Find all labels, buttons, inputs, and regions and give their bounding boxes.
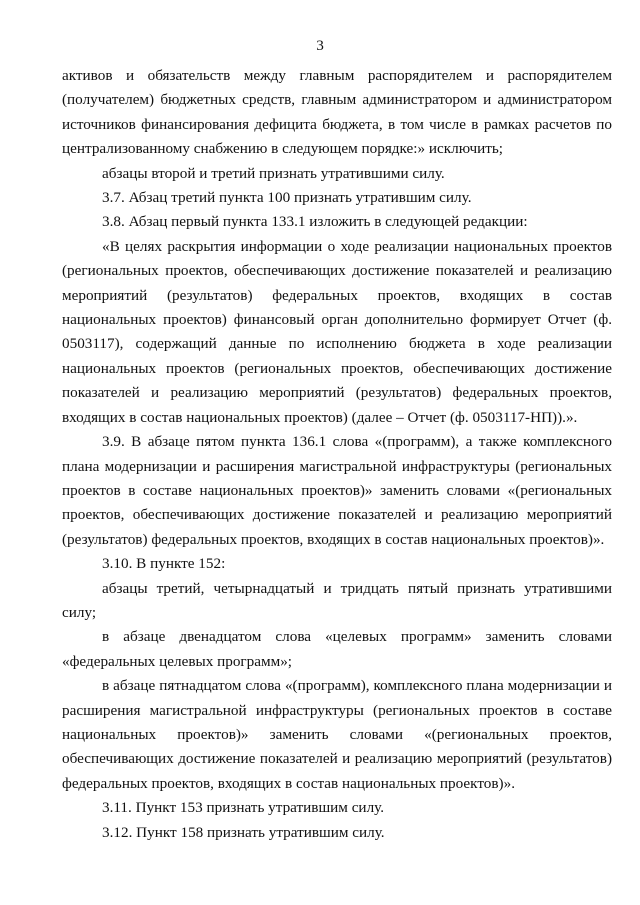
paragraph-quoted-text: «В целях раскрытия информации о ходе реализации национальных проектов (региональных проектов, обеспечивающих достижение показателей и реализацию мероприятий (результатов) федеральных проектов, входящих в состав национальных проектов) финансовый орган дополнительно формирует Отчет (ф. 0503117), содержащий данные по исполнению бюджета в ходе реализации национальных проектов (региональных проектов, обеспечивающих достижение показателей и реализацию мероприятий (результатов) федеральных проектов, входящих в состав национальных проектов) (далее – Отчет (ф. 0503117-НП)).». (62, 237, 612, 426)
paragraph-item-3-9: 3.9. В абзаце пятом пункта 136.1 слова «(программ), а также комплексного плана модернизации и расширения магистральной инфраструктуры (региональных проектов в составе национальных проектов)» заменить словами «(региональных проектов, обеспечивающих достижение показателей и реализацию мероприятий (результатов) федеральных проектов, входящих в состав национальных проектов)». (62, 433, 612, 548)
paragraph: в абзаце пятнадцатом слова «(программ), комплексного плана модернизации и расширения магистральной инфраструктуры (региональных проектов в составе национальных проектов)» заменить словами «(региональных проектов, обеспечивающих достижение показателей и реализацию мероприятий (результатов) федеральных проектов, входящих в состав национальных проектов)». (62, 677, 612, 792)
document-body (62, 64, 612, 845)
page-number: 3 (316, 37, 324, 54)
paragraph-item-3-8: 3.8. Абзац первый пункта 133.1 изложить в следующей редакции: (102, 213, 528, 231)
paragraph-item-3-7: 3.7. Абзац третий пункта 100 признать утратившим силу. (102, 189, 472, 207)
paragraph-continuation: активов и обязательств между главным распорядителем и распорядителем (получателем) бюджетных средств, главным администратором и администратором источников финансирования дефицита бюджета, в том числе в рамках расчетов по централизованному снабжению в следующем порядке:» исключить; (62, 67, 612, 158)
paragraph-item-3-12: 3.12. Пункт 158 признать утратившим силу. (102, 823, 385, 841)
paragraph: в абзаце двенадцатом слова «целевых программ» заменить словами «федеральных целевых программ»; (62, 628, 612, 670)
paragraph-item-3-10: 3.10. В пункте 152: (102, 555, 226, 573)
paragraph: абзацы третий, четырнадцатый и тридцать пятый признать утратившими силу; (62, 579, 612, 621)
paragraph: абзацы второй и третий признать утратившими силу. (102, 164, 445, 182)
paragraph-item-3-11: 3.11. Пункт 153 признать утратившим силу. (102, 799, 385, 817)
